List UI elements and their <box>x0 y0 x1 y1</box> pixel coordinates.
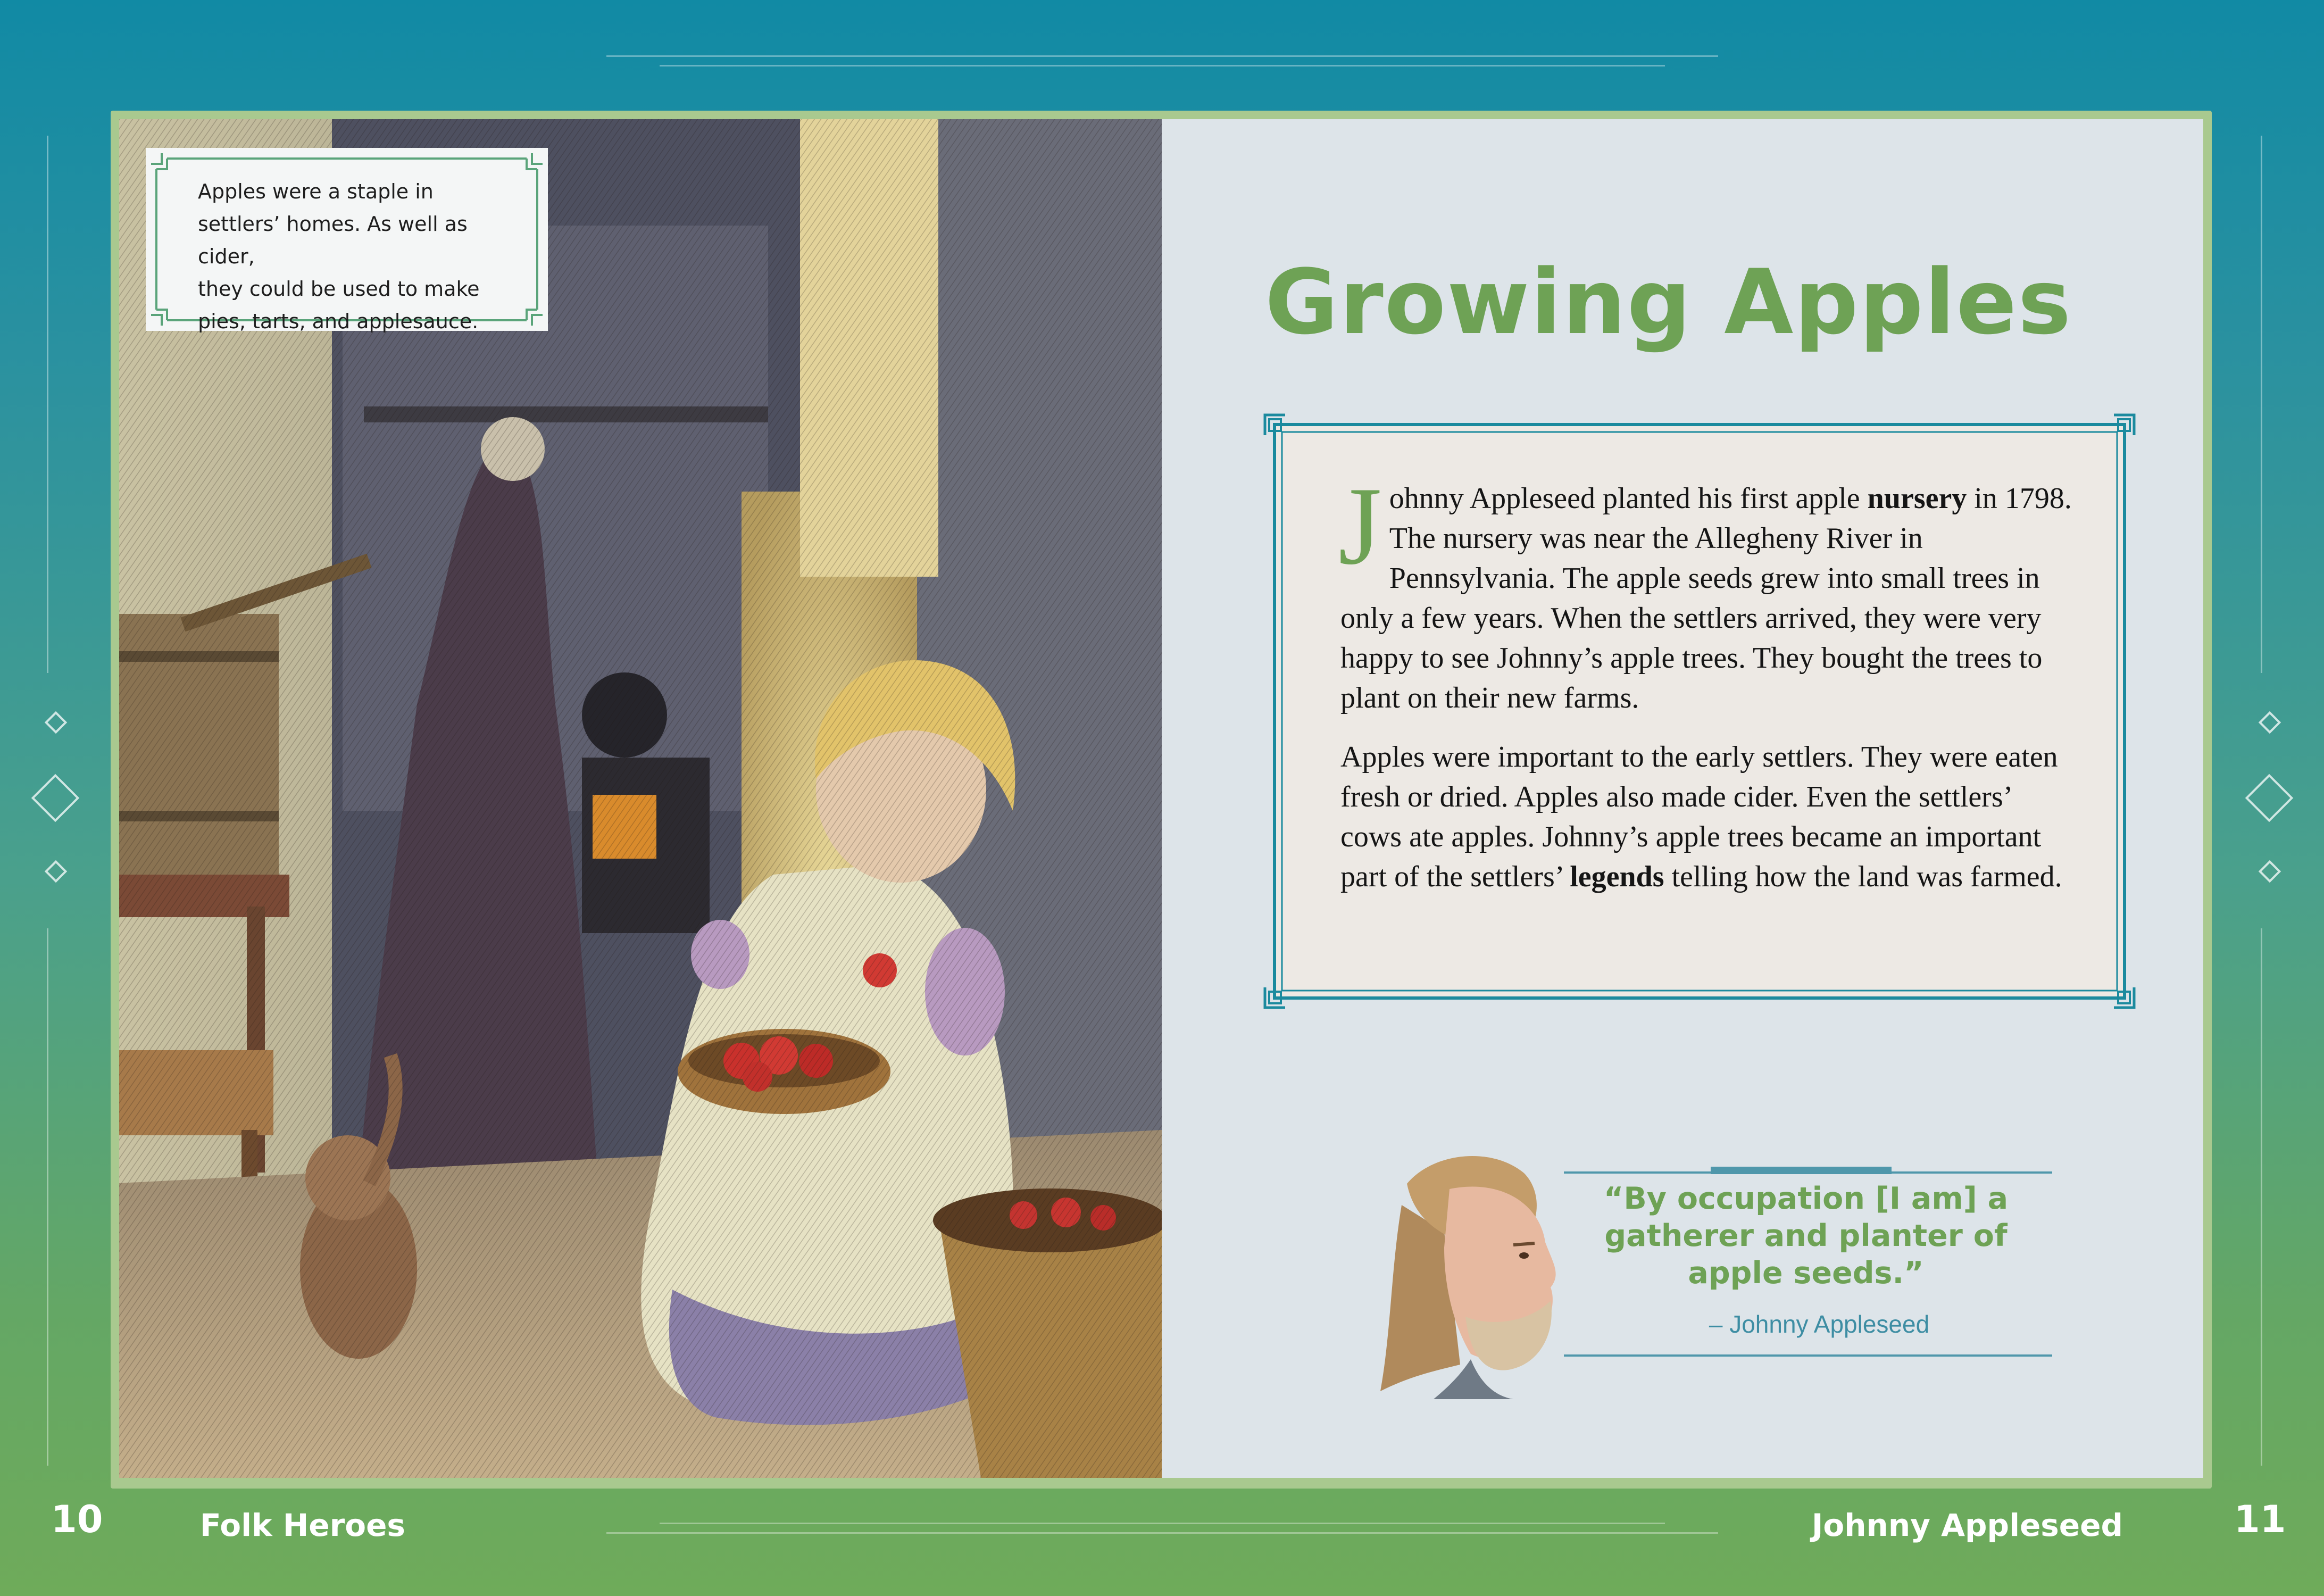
left-decor-line-upper <box>47 136 48 673</box>
johnny-appleseed-portrait-icon <box>1370 1141 1593 1402</box>
paragraph-2-text: Apples were important to the early settlers. They were eaten fresh or dried. Apples also made cider. Even the settlers’ cows ate apples. Johnny’s apple trees became an important part of the settlers’ <box>1340 741 2058 893</box>
caption-line: Apples were a staple in <box>198 180 434 203</box>
page-number-right: 11 <box>2234 1498 2286 1541</box>
bottom-decor-line <box>606 1532 1718 1534</box>
top-decor-line <box>606 55 1718 57</box>
page-number-left: 10 <box>51 1498 103 1541</box>
glossary-term-occupation: occupation <box>1677 1181 1865 1216</box>
right-decor-line-upper <box>2261 136 2262 673</box>
left-small-diamond-icon <box>45 711 67 734</box>
left-decor-line-lower <box>47 928 48 1466</box>
right-diamond-icon <box>2245 774 2294 822</box>
caption-line: they could be used to make <box>198 277 480 301</box>
right-decor-line-lower <box>2261 928 2262 1466</box>
illustration-caption-box <box>146 148 548 331</box>
paragraph-2-text-cont: telling how the land was farmed. <box>1664 860 2062 893</box>
page-title: Growing Apples <box>1265 250 2072 354</box>
body-text <box>1338 464 2075 916</box>
glossary-term-nursery: nursery <box>1867 482 1967 515</box>
quote-top-accent <box>1711 1167 1892 1174</box>
quote-rest: [I am] a gatherer and planter of apple seeds.” <box>1604 1181 2009 1291</box>
quote-text <box>1577 1180 2035 1292</box>
paragraph-1-text-cont: in 1798. The nursery was near the Allegheny River in Pennsylvania. The apple seeds grew into small trees in only a few years. When the settlers arrived, they were very happy to see Johnny’s apple trees. They bought the trees to plant on their new farms. <box>1340 482 2072 714</box>
drop-cap: J <box>1338 464 1382 588</box>
right-small-diamond-icon <box>2259 711 2281 734</box>
caption-line: pies, tarts, and applesauce. <box>198 310 479 333</box>
quote-attribution: – Johnny Appleseed <box>1709 1310 1930 1338</box>
right-small-diamond-icon-2 <box>2259 860 2281 883</box>
caption-line: settlers’ homes. As well as cider, <box>198 212 468 268</box>
paragraph-1 <box>1338 464 2075 718</box>
book-section-title: Folk Heroes <box>200 1507 405 1543</box>
top-decor-line-inner <box>660 65 1665 66</box>
bottom-decor-line-inner <box>660 1523 1665 1524</box>
left-small-diamond-icon-2 <box>45 860 67 883</box>
paragraph-1-text: ohnny Appleseed planted his first apple <box>1389 482 1868 515</box>
quote-open: “By <box>1603 1181 1677 1216</box>
glossary-term-legends: legends <box>1570 860 1664 893</box>
quote-bottom-rule <box>1564 1354 2052 1357</box>
left-diamond-icon <box>31 774 80 822</box>
paragraph-2 <box>1340 737 2075 897</box>
chapter-title: Johnny Appleseed <box>1811 1507 2123 1543</box>
caption-text <box>198 176 528 338</box>
